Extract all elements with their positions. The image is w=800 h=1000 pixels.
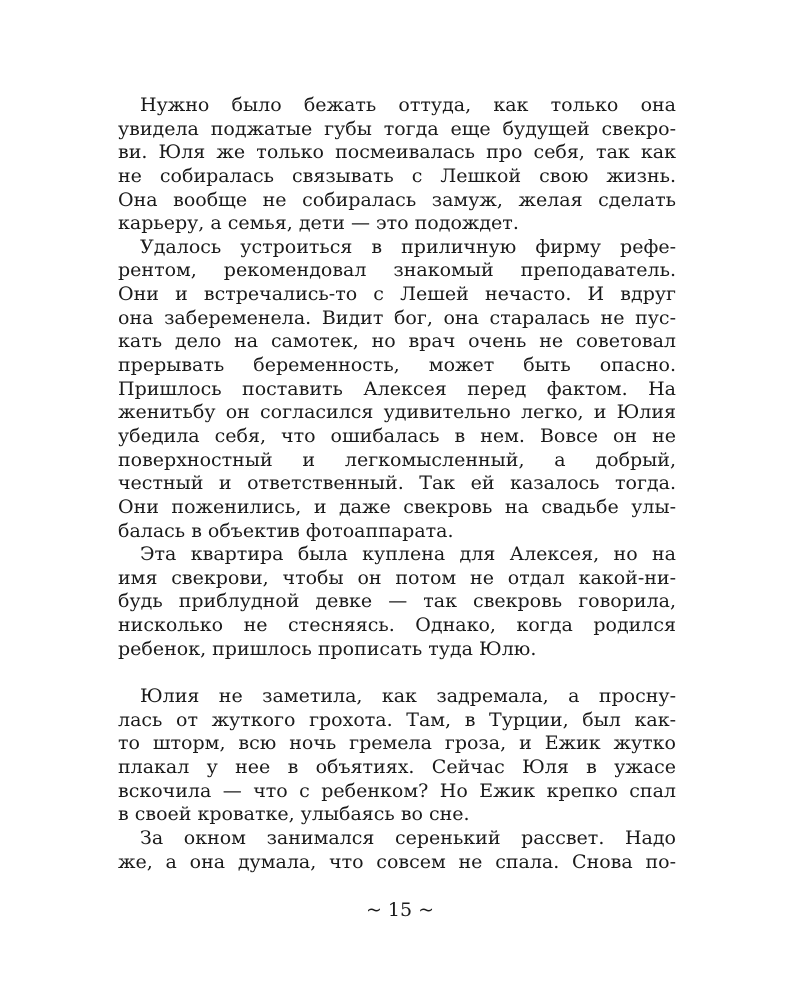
text-line: Пришлось поставить Алексея перед фактом. На [118,377,676,400]
text-line: рентом, рекомендовал знакомый преподаватель. [118,259,676,282]
text-line: нисколько не стесняясь. Однако, когда родился [118,614,676,637]
text-line: имя свекрови, чтобы он потом не отдал какой-ни- [118,566,676,589]
text-line: то шторм, всю ночь гремела гроза, и Ежик жутко [118,732,676,755]
text-line: балась в объектив фотоаппарата. [118,519,454,542]
text-line: За окном занимался серенький рассвет. Надо [140,826,676,849]
section-break [118,661,676,685]
text-line: плакал у нее в объятиях. Сейчас Юля в ужасе [118,755,676,778]
text-line: Они поженились, и даже свекровь на свадьбе улы- [118,495,676,518]
text-line: лась от жуткого грохота. Там, в Турции, был как- [118,708,676,731]
text-line: Она вообще не собиралась замуж, желая сделать [118,188,676,211]
text-line: ребенок, пришлось прописать туда Юлю. [118,637,537,660]
text-line: прерывать беременность, может быть опасно. [118,354,676,377]
text-line: женитьбу он согласился удивительно легко, и Юлия [118,401,676,424]
text-line: поверхностный и легкомысленный, а добрый, [118,448,676,471]
text-line: же, а она думала, что совсем не спала. Снова по- [118,850,676,873]
text-line: вскочила — что с ребенком? Но Ежик крепко спал [118,779,676,802]
text-line: ви. Юля же только посмеивалась про себя, так как [118,141,676,164]
text-line: Нужно было бежать оттуда, как только она [140,94,676,116]
text-line: Эта квартира была куплена для Алексея, но на [140,543,676,566]
page-number: ~ 15 ~ [365,899,435,921]
text-line: она забеременела. Видит бог, она старалась не пус- [118,306,676,329]
text-line: Юлия не заметила, как задремала, а просну- [140,685,676,708]
text-line: не собиралась связывать с Лешкой свою жизнь. [118,164,676,187]
text-line: кать дело на самотек, но врач очень не советовал [118,330,676,353]
text-line: в своей кроватке, улыбаясь во сне. [118,803,470,826]
text-line: честный и ответственный. Так ей казалось тогда. [118,472,676,495]
text-line: увидела поджатые губы тогда еще будущей свекро- [118,117,676,140]
text-line: будь приблудной девке — так свекровь говорила, [118,590,676,613]
body-text [118,94,676,874]
text-line: карьеру, а семья, дети — это подождет. [118,212,519,235]
text-line: убедила себя, что ошибалась в нем. Вовсе он не [118,424,676,447]
text-line: Они и встречались-то с Лешей нечасто. И вдруг [118,283,676,306]
text-line: Удалось устроиться в приличную фирму рефе- [140,235,676,258]
